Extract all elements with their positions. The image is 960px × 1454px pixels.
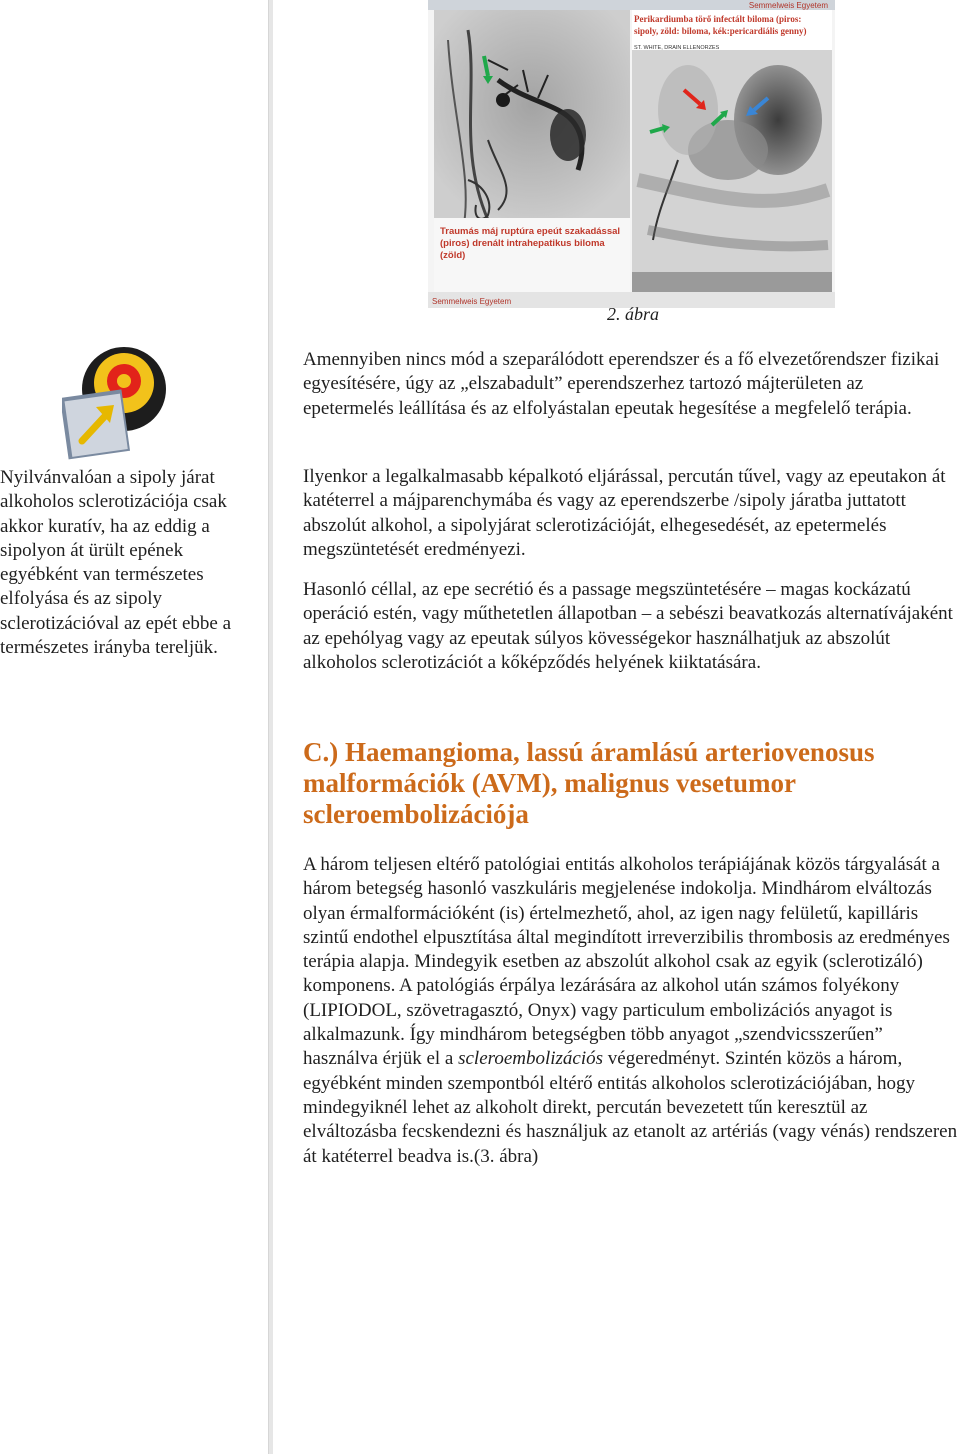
- paragraph-3: Hasonló céllal, az epe secrétió és a passage megszüntetésére – magas kockázatú operáció estén, vagy műthetetlen állapotban – a sebészi beavatkozás alternatívájaként az epehólyag vagy az epeutak súlyos kövességekor használhatjuk az abszolút alkoholos sclerotizációt a kőképződés helyének kiiktatására.: [303, 579, 953, 673]
- paragraph-2: Ilyenkor a legalkalmasabb képalkotó eljárással, percután tűvel, vagy az epeutakon át katéterrel a májparenchymába és vagy az eperendszerbe /sipoly járatba juttatott abszolút alkohol, a sipolyjárat sclerotizációját, elhegesedését, az epetermelés megszüntetését eredményezi.: [303, 466, 946, 560]
- figure-header-right: Semmelweis Egyetem: [748, 1, 828, 10]
- figure-tech-label: ST. WHITE, DRAIN ELLENORZES: [634, 45, 720, 51]
- figure-radiograph: [428, 0, 835, 308]
- figure-footer-left: Semmelweis Egyetem: [432, 297, 512, 306]
- figure-title-line-1: Perikardiumba törő infectált biloma (piros:: [634, 14, 802, 24]
- paragraph-4-italic-term: scleroembolizációs: [458, 1048, 604, 1070]
- section-heading: C.) Haemangioma, lassú áramlású arteriovenosus malformációk (AVM), malignus vesetumor scleroembolizációja: [303, 737, 875, 829]
- pointer-arrow-icon: [62, 343, 180, 460]
- paragraph-4-part-2: végeredményt. Szintén közös a három, egyébként minden szempontból eltérő entitás alkoholos sclerotizációjában, hogy mindegyiknél lehet az alkoholt direkt, percután bevezetett tűn keresztül az elváltozásba fecskendezni és használjuk az etanolt az artériás (vagy vénás) rendszeren át katéterrel beadva is.(3. ábra): [303, 1048, 958, 1167]
- figure-caption: 2. ábra: [607, 304, 660, 324]
- left-caption-line-1: Traumás máj ruptúra epeút szakadással: [440, 226, 621, 237]
- radiograph-image: [428, 0, 835, 308]
- paragraph-4-part-1: A három teljesen eltérő patológiai entitás alkoholos terápiájának közös tárgyalását a három betegség hasonló vaszkuláris megjelenése indokolja. Mindhárom elváltozás olyan érmalformációként (is) értelmezhető, ahol, az igen nagy felületű, kapilláris szintű endothel elpusztítása által megindított irreverzibilis thrombosis az eredményes terápia alapja. Mindegyik esetben az abszolút alkohol csak az egyik (sclerotizáló) komponens. A patológiás érpálya lezárására az alkohol után számos folyékony (LIPIODOL, szövetragasztó, Onyx) vagy particulum embolizációs anyagot is alkalmazunk. Így mindhárom betegségben több anyagot „szendvicsszerűen” használva érjük el a: [303, 854, 950, 1070]
- paragraph-4: [303, 853, 958, 1169]
- column-divider: [268, 0, 273, 1454]
- sidebar-note: Nyilvánvalóan a sipoly járat alkoholos sclerotizációja csak akkor kuratív, ha az eddig a sipolyon át ürült epének egyébként van természetes elfolyása és az sipoly sclerotizációval az epét ebbe a természetes irányba tereljük.: [0, 467, 232, 659]
- figure-title-line-2: sipoly, zöld: biloma, kék:pericardiális genny): [634, 26, 807, 36]
- left-caption-line-2: (piros) drenált intrahepatikus biloma: [440, 238, 605, 249]
- left-caption-line-3: (zöld): [440, 250, 466, 261]
- paragraph-1: Amennyiben nincs mód a szeparálódott eperendszer és a fő elvezetőrendszer fizikai egyesítésére, úgy az „elszabadult” eperendszerhez tartozó májterületen az epetermelés leállítása és az elfolyástalan epeutak hegesítése a megfelelő terápia.: [303, 349, 940, 419]
